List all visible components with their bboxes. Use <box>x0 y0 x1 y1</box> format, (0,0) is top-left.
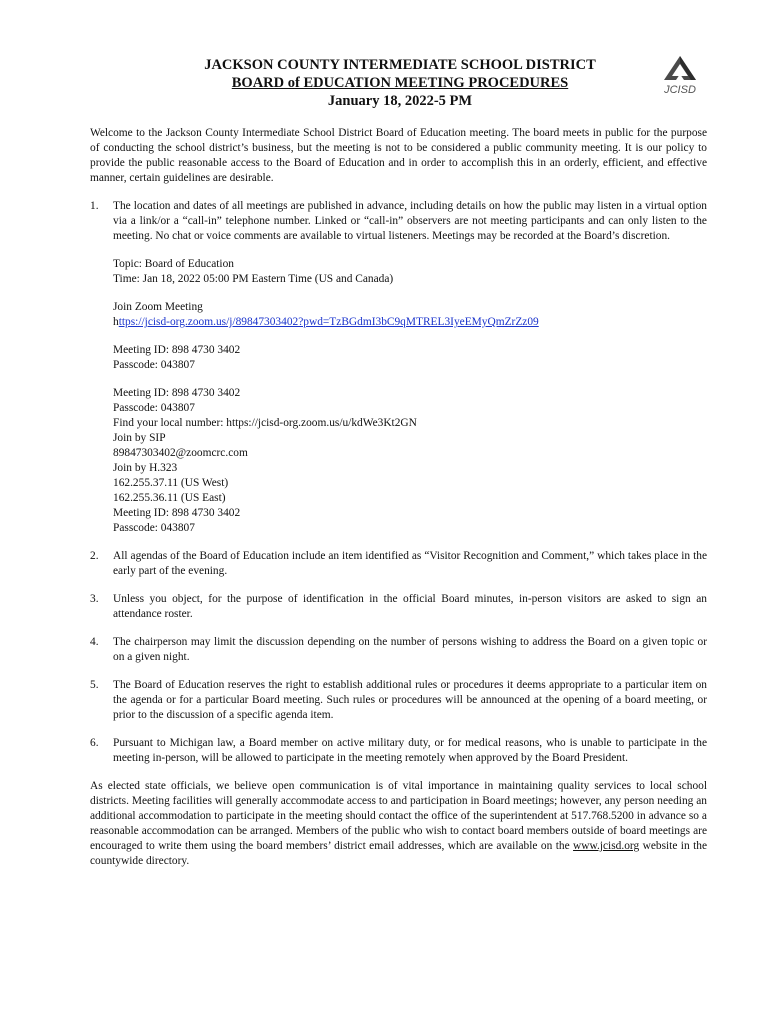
time: Time: Jan 18, 2022 05:00 PM Eastern Time (US and Canada) <box>113 273 394 285</box>
closing-text: As elected state officials, we believe open communication is of vital importance in maintaining quality services to local school districts. Meeting facilities will generally accommodate access to and participation in Board meetings; however, any person needing an additional accommodation to participate in the meeting should contact the office of the superintendent at 517.768.5200 in advance so a reasonable accommodation can be arranged. Members of the public who wish to contact board members outside of board meetings are encouraged to write them using the board members’ district email addresses, which are available on the <box>90 780 707 852</box>
ip-us-west: 162.255.37.11 (US West) <box>113 477 229 489</box>
item-text: The chairperson may limit the discussion depending on the number of persons wishing to address the Board on a given topic or on a given night. <box>113 636 707 663</box>
item-number: 5. <box>90 679 99 691</box>
meeting-id: Meeting ID: 898 4730 3402 <box>113 344 241 356</box>
item-text: The Board of Education reserves the right to establish additional rules or procedures it deems appropriate to a particular item on the agenda or for a particular Board meeting. Such rules or procedures will be announced at the opening of a board meeting, or prior to the discussion of a specific agenda item. <box>113 679 707 721</box>
zoom-link-prefix: h <box>113 316 119 328</box>
document-body <box>90 126 707 869</box>
jcisd-logo <box>658 54 702 100</box>
meeting-topic-block <box>113 257 707 287</box>
jcisd-triangle-icon <box>658 54 702 84</box>
meeting-credentials-a <box>113 343 707 373</box>
item-number: 3. <box>90 593 99 605</box>
logo-text: JCISD <box>664 84 696 96</box>
district-title: JACKSON COUNTY INTERMEDIATE SCHOOL DISTRICT <box>204 57 596 73</box>
passcode: Passcode: 043807 <box>113 359 195 371</box>
local-number: Find your local number: https://jcisd-org.zoom.us/u/kdWe3Kt2GN <box>113 417 417 429</box>
closing-paragraph <box>90 779 707 869</box>
item-text: The location and dates of all meetings are published in advance, including details on how the public may listen in a virtual option via a link/or a “call-in” telephone number. Linked or “call-in” observers are not meeting participants and can only listen to the meeting. No chat or voice comments are available to virtual listeners. Meetings may be recorded at the Board’s discretion. <box>113 200 707 242</box>
topic: Topic: Board of Education <box>113 258 234 270</box>
item-number: 1. <box>90 200 99 212</box>
list-item-2 <box>90 549 707 579</box>
procedures-title: BOARD of EDUCATION MEETING PROCEDURES <box>231 75 569 91</box>
document-header <box>0 56 770 110</box>
jcisd-website-link[interactable]: www.jcisd.org <box>573 840 640 852</box>
meeting-id: Meeting ID: 898 4730 3402 <box>113 507 241 519</box>
list-item-5 <box>90 678 707 723</box>
meeting-credentials-b <box>113 386 707 536</box>
zoom-link-line <box>113 315 707 330</box>
item-number: 4. <box>90 636 99 648</box>
item-number: 6. <box>90 737 99 749</box>
item-text: All agendas of the Board of Education include an item identified as “Visitor Recognition and Comment,” which takes place in the early part of the evening. <box>113 550 707 577</box>
closing-text-end: website in the countywide directory. <box>90 840 707 867</box>
item-text: Pursuant to Michigan law, a Board member on active military duty, or for medical reasons, who is unable to participate in the meeting in-person, will be allowed to participate in the meeting remotely when approved by the Board President. <box>113 737 707 764</box>
meeting-id: Meeting ID: 898 4730 3402 <box>113 387 241 399</box>
list-item-4 <box>90 635 707 665</box>
passcode: Passcode: 043807 <box>113 402 195 414</box>
passcode: Passcode: 043807 <box>113 522 195 534</box>
zoom-meeting-link[interactable]: ttps://jcisd-org.zoom.us/j/89847303402?pwd=TzBGdmI3bC9qMTREL3IyeEMyQmZrZz09 <box>118 316 539 328</box>
zoom-join-block <box>113 300 707 330</box>
sip-address: 89847303402@zoomcrc.com <box>113 447 248 459</box>
intro-paragraph: Welcome to the Jackson County Intermediate School District Board of Education meeting. The board meets in public for the purpose of conducting the school district’s business, but the meeting is not to be considered a public community meeting. It is our policy to provide the public reasonable access to the Board of Education and in order to accomplish this in an orderly, efficient, and effective manner, certain guidelines are desirable. <box>90 127 707 184</box>
list-item-6 <box>90 736 707 766</box>
join-sip-label: Join by SIP <box>113 432 166 444</box>
item-text: Unless you object, for the purpose of identification in the official Board minutes, in-person visitors are asked to sign an attendance roster. <box>113 593 707 620</box>
list-item-1 <box>90 199 707 536</box>
join-h323-label: Join by H.323 <box>113 462 178 474</box>
meeting-date: January 18, 2022-5 PM <box>327 93 473 109</box>
join-zoom-label: Join Zoom Meeting <box>113 301 203 313</box>
ip-us-east: 162.255.36.11 (US East) <box>113 492 226 504</box>
list-item-3 <box>90 592 707 622</box>
item-number: 2. <box>90 550 99 562</box>
